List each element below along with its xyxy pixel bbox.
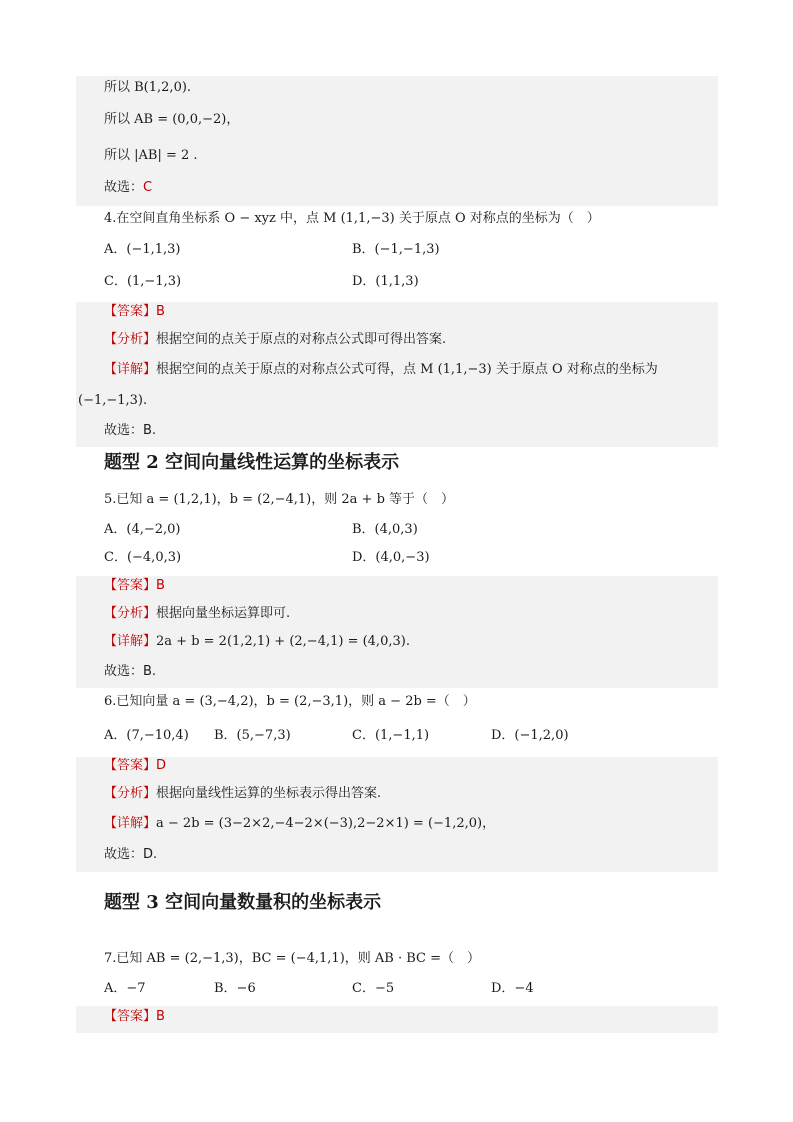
q7-answer	[104, 1008, 165, 1026]
q7-option-d: D．−4	[491, 981, 534, 996]
solution-line: 所以 B(1,2,0).	[104, 80, 192, 95]
q5-option-b: B．(4,0,3)	[352, 522, 418, 537]
q5-detail	[104, 633, 410, 651]
q4-analysis	[104, 331, 446, 349]
q5-choose: 故选：B.	[104, 664, 157, 679]
answer-value: B	[156, 1009, 165, 1024]
q5-option-c: C．(−4,0,3)	[104, 550, 182, 565]
q6-option-b: B．(5,−7,3)	[214, 728, 291, 743]
detail-text: 2a + b = 2(1,2,1) + (2,−4,1) = (4,0,3).	[156, 634, 410, 649]
q7-option-b: B．−6	[214, 981, 256, 996]
q4-option-c: C．(1,−1,3)	[104, 274, 182, 289]
q4-option-a: A．(−1,1,3)	[104, 242, 181, 257]
analysis-text: 根据空间的点关于原点的对称点公式即可得出答案.	[156, 332, 447, 347]
answer-label: 【答案】	[104, 304, 157, 319]
answer-band	[76, 1006, 718, 1033]
heading-number: 3	[146, 892, 159, 913]
q4-answer	[104, 303, 165, 321]
answer-value: B	[156, 304, 165, 319]
solution-line: 所以 |AB| = 2 .	[104, 148, 198, 163]
answer-label: 【答案】	[104, 1009, 157, 1024]
analysis-text: 根据向量坐标运算即可.	[156, 606, 291, 621]
q6-analysis	[104, 785, 381, 803]
answer-value: D	[156, 758, 167, 773]
q7-option-c: C．−5	[352, 981, 395, 996]
solution-line: 所以 AB = (0,0,−2)，	[104, 112, 240, 127]
q4-option-d: D．(1,1,3)	[352, 274, 419, 289]
heading-title: 空间向量数量积的坐标表示	[158, 892, 382, 913]
q6-option-c: C．(1,−1,1)	[352, 728, 430, 743]
q4-detail	[104, 361, 658, 379]
question-7-stem: 7.已知 AB = (2,−1,3)，BC = (−4,1,1)，则 AB · BC =（ ）	[104, 951, 480, 966]
question-4-stem: 4.在空间直角坐标系 O − xyz 中，点 M (1,1,−3) 关于原点 O 对称点的坐标为（ ）	[104, 211, 600, 226]
choose-line	[104, 179, 152, 197]
heading-prefix: 题型	[104, 892, 147, 913]
answer-value: B	[156, 578, 165, 593]
q4-option-b: B．(−1,−1,3)	[352, 242, 440, 257]
q6-answer	[104, 757, 166, 775]
detail-label: 【详解】	[104, 362, 157, 377]
q4-detail-cont: (−1,−1,3).	[78, 393, 148, 408]
q5-option-d: D．(4,0,−3)	[352, 550, 430, 565]
section-heading-2	[104, 451, 399, 475]
answer-label: 【答案】	[104, 578, 157, 593]
q6-option-d: D．(−1,2,0)	[491, 728, 569, 743]
q6-detail	[104, 815, 495, 833]
q7-option-a: A．−7	[104, 981, 146, 996]
analysis-label: 【分析】	[104, 606, 157, 621]
heading-prefix: 题型	[104, 452, 147, 473]
question-6-stem: 6.已知向量 a = (3,−4,2)，b = (2,−3,1)，则 a − 2b =（ ）	[104, 694, 476, 709]
detail-label: 【详解】	[104, 634, 157, 649]
q5-analysis	[104, 605, 290, 623]
q5-option-a: A．(4,−2,0)	[104, 522, 181, 537]
choose-prefix: 故选：	[104, 180, 144, 195]
section-heading-3	[104, 891, 381, 915]
detail-text: a − 2b = (3−2×2,−4−2×(−3),2−2×1) = (−1,2,0)，	[156, 816, 496, 831]
answer-band	[76, 576, 718, 688]
analysis-text: 根据向量线性运算的坐标表示得出答案.	[156, 786, 382, 801]
q5-answer	[104, 577, 165, 595]
heading-number: 2	[146, 452, 159, 473]
question-5-stem: 5.已知 a = (1,2,1)，b = (2,−4,1)，则 2a + b 等于（ ）	[104, 492, 455, 507]
analysis-label: 【分析】	[104, 332, 157, 347]
q4-choose: 故选：B.	[104, 423, 157, 438]
heading-title: 空间向量线性运算的坐标表示	[158, 452, 400, 473]
analysis-label: 【分析】	[104, 786, 157, 801]
q6-choose: 故选：D.	[104, 847, 158, 862]
detail-label: 【详解】	[104, 816, 157, 831]
q6-option-a: A．(7,−10,4)	[104, 728, 189, 743]
choose-answer: C	[143, 180, 153, 195]
answer-label: 【答案】	[104, 758, 157, 773]
detail-text: 根据空间的点关于原点的对称点公式可得，点 M (1,1,−3) 关于原点 O 对称点的坐标为	[156, 362, 658, 377]
